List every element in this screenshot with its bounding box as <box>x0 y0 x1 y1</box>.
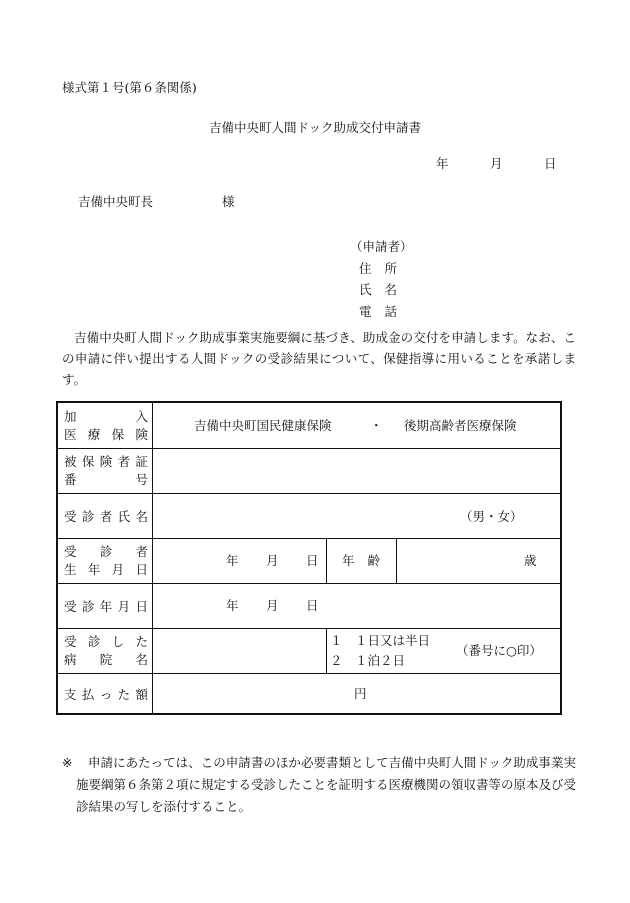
examinee-name-label: 受 診 者 氏 名 <box>64 509 148 524</box>
exam-day-label: 日 <box>306 598 319 613</box>
birth-day-label: 日 <box>306 553 319 568</box>
insured-number-label: 被 保 険 者 証 番 号 <box>64 454 148 487</box>
insurance-option-kouki[interactable]: 後期高齢者医療保険 <box>404 418 517 433</box>
application-date <box>436 158 557 171</box>
exam-year-label: 年 <box>226 598 239 613</box>
age-column-divider <box>326 538 327 583</box>
age-label: 年 齢 <box>342 553 381 568</box>
exam-date-label: 受 診 年 月 日 <box>64 599 148 614</box>
addressee-name: 吉備中央町長 <box>78 194 154 209</box>
exam-month-label: 月 <box>266 598 279 613</box>
consent-paragraph: 吉備中央町人間ドック助成事業実施要綱に基づき、助成金の交付を申請します。なお、この申請に伴い提出する人間ドックの受診結果について、保健指導に用いることを承諾します。 <box>62 330 576 387</box>
applicant-name-label: 氏 名 <box>359 282 398 297</box>
addressee <box>78 196 235 209</box>
footnote <box>62 752 576 818</box>
amount-unit: 円 <box>354 686 367 701</box>
applicant-block <box>350 236 413 322</box>
insurance-label: 加 入 医 療 保 険 <box>64 409 148 442</box>
document-title: 吉備中央町人間ドック助成交付申請書 <box>208 120 421 135</box>
hospital-column-divider <box>326 628 327 673</box>
course-option-day[interactable]: １ １日又は半日 <box>330 633 431 648</box>
date-month-label: 月 <box>490 156 503 171</box>
insurance-option-kokuho[interactable]: 吉備中央町国民健康保険 <box>194 418 332 433</box>
insured-number-field[interactable] <box>153 449 558 493</box>
birth-month-label: 月 <box>266 553 279 568</box>
date-day-label: 日 <box>544 156 557 171</box>
table-row-divider <box>58 538 560 539</box>
age-column-divider <box>396 538 397 583</box>
birth-year-label: 年 <box>226 553 239 568</box>
applicant-address-label: 住 所 <box>359 260 398 276</box>
amount-paid-label: 支 払 っ た 額 <box>64 686 148 702</box>
course-option-overnight[interactable]: ２ １泊２日 <box>330 653 406 668</box>
footnote-mark: ※ <box>62 755 73 770</box>
date-year-label: 年 <box>436 156 449 171</box>
age-unit: 歳 <box>524 553 537 568</box>
birth-date-label: 受 診 者 生 年 月 日 <box>64 544 148 577</box>
sex-choice[interactable]: （男・女） <box>460 509 523 524</box>
circle-instruction: （番号に○印） <box>456 643 542 658</box>
insurance-separator: ・ <box>370 418 383 433</box>
examinee-name-field[interactable] <box>153 494 453 538</box>
form-number: 様式第１号(第６条関係) <box>62 80 197 95</box>
applicant-heading: （申請者） <box>350 239 413 254</box>
addressee-honorific: 様 <box>222 194 235 209</box>
footnote-text: 申請にあたっては、この申請書のほか必要書類として吉備中央町人間ドック助成事業実施要綱第６条第２項に規定する受診したことを証明する医療機関の領収書等の原本及び受診結果の写しを添付すること。 <box>76 755 577 814</box>
applicant-phone-label: 電 話 <box>359 303 398 319</box>
application-form-table <box>56 401 562 715</box>
hospital-name-field[interactable] <box>153 629 325 673</box>
hospital-label: 受 診 し た 病 院 名 <box>64 634 148 667</box>
